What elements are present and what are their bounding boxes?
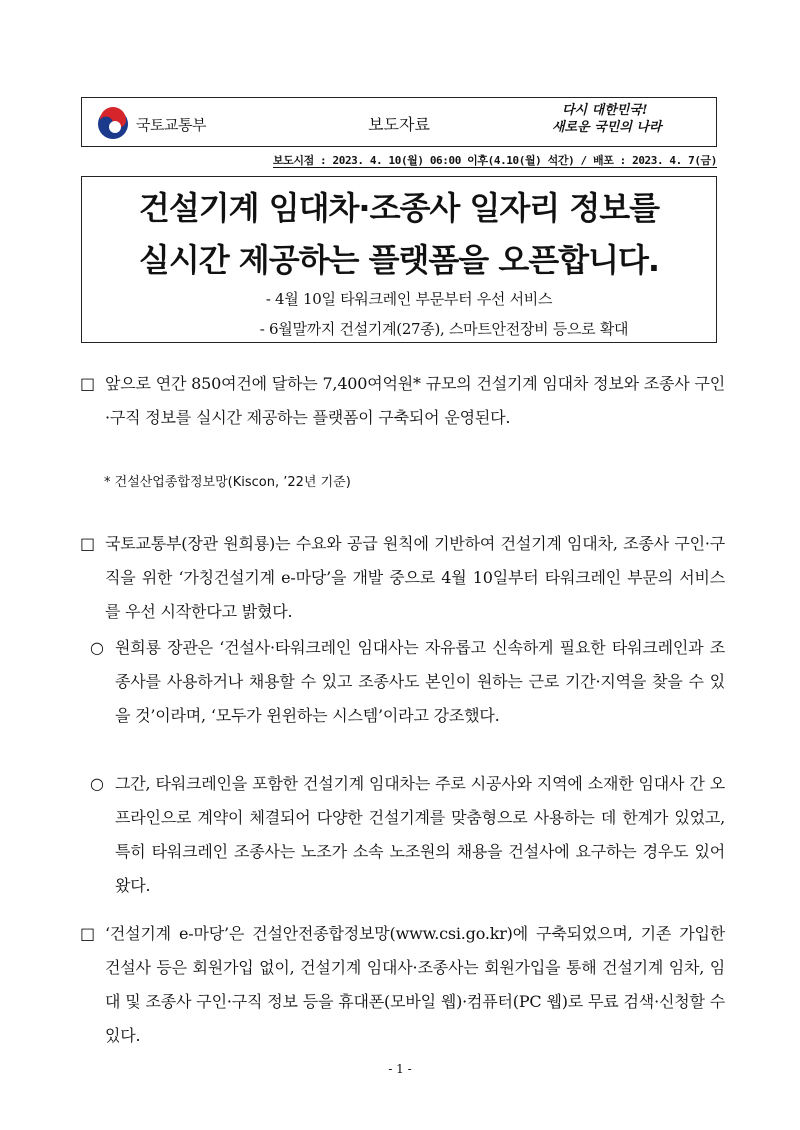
footnote: * 건설산업종합정보망(Kiscon, ’22년 기준) <box>104 475 351 490</box>
paragraph-2-text: 국토교통부(장관 원희룡)는 수요와 공급 원칙에 기반하여 건설기계 임대차, 조종사 구인·구직을 위한 ‘가칭건설기계 e-마당’을 개발 중으로 4월 10일부터 타워크레인 부문의 서비스를 우선 시작한다고 밝혔다. <box>105 534 725 621</box>
title-line1: 건설기계 임대차·조종사 일자리 정보를 <box>138 189 660 227</box>
release-info <box>273 152 717 168</box>
sub-paragraph-1-text: 원희룡 장관은 ‘건설사·타워크레인 임대사는 자유롭고 신속하게 필요한 타워크레인과 조종사를 사용하거나 채용할 수 있고 조종사도 본인이 원하는 근로 기간·지역을 찾을 수 있을 것’이라며, ‘모두가 윈윈하는 시스템’이라고 강조했다. <box>115 638 725 725</box>
subtitle-2: - 6월말까지 건설기계(27종), 스마트안전장비 등으로 확대 <box>259 320 629 338</box>
slogan-line2: 새로운 국민의 나라 <box>552 120 662 135</box>
paragraph-2 <box>80 527 725 629</box>
sub-paragraph-1 <box>90 631 725 733</box>
title-line2: 실시간 제공하는 플랫폼을 오픈합니다. <box>138 241 660 279</box>
slogan-line1: 다시 대한민국! <box>562 103 648 118</box>
slogan <box>552 102 702 142</box>
paragraph-1-text: 앞으로 연간 850여건에 달하는 7,400여억원* 규모의 건설기계 임대차 정보와 조종사 구인·구직 정보를 실시간 제공하는 플랫폼이 구축되어 운영된다. <box>105 374 725 427</box>
square-bullet: □ <box>80 374 95 393</box>
paragraph-3 <box>80 917 725 1053</box>
page-number: - 1 - <box>388 1062 412 1076</box>
paragraph-3-text: ‘건설기계 e-마당’은 건설안전종합정보망(www.csi.go.kr)에 구축되었으며, 기존 가입한 건설사 등은 회원가입 없이, 건설기계 임대사·조종사는 회원가입을 통해 건설기계 임차, 임대 및 조종사 구인·구직 정보 등을 휴대폰(모바일 웹)·컴퓨터(PC 웹)로 무료 검색·신청할 수 있다. <box>105 924 725 1045</box>
ministry-name: 국토교통부 <box>136 115 206 134</box>
circle-bullet: ○ <box>90 638 104 657</box>
circle-bullet: ○ <box>90 774 104 793</box>
square-bullet: □ <box>80 924 95 943</box>
square-bullet: □ <box>80 534 95 553</box>
subtitle-1: - 4월 10일 타워크레인 부문부터 우선 서비스 <box>265 290 553 308</box>
title-box <box>81 176 717 343</box>
release-text: 보도시점 : 2023. 4. 10(월) 06:00 이후(4.10(월) 석간) / 배포 : 2023. 4. 7(금) <box>272 154 717 167</box>
header-box <box>81 97 717 147</box>
sub-paragraph-2-text: 그간, 타워크레인을 포함한 건설기계 임대차는 주로 시공사와 지역에 소재한 임대사 간 오프라인으로 계약이 체결되어 다양한 건설기계를 맞춤형으로 사용하는 데 한계가 있었고, 특히 타워크레인 조종사는 노조가 소속 노조원의 채용을 건설사에 요구하는 경우도 있어왔다. <box>115 774 725 895</box>
doc-type: 보도자료 <box>368 115 430 134</box>
paragraph-1 <box>80 367 725 435</box>
sub-paragraph-2 <box>90 767 725 903</box>
